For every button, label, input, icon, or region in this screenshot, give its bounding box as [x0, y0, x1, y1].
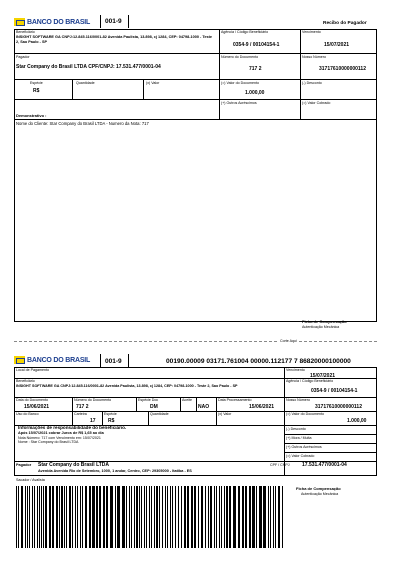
cut-here-label: Corte Aqui — [280, 339, 297, 343]
receipt-title: Recibo do Pagador — [323, 21, 367, 26]
bank-name: BANCO DO BRASIL — [27, 356, 91, 364]
data-proc-value: 15/06/2021 — [249, 404, 275, 410]
slip-valor-doc-value: 1.000,00 — [347, 418, 367, 424]
slip-nosso-numero-value: 31717610000000112 — [315, 404, 362, 410]
instrucoes-title: Informações de responsabilidade do beneficiário. — [18, 425, 127, 430]
receipt-box — [14, 29, 377, 322]
slip-vencimento-value: 15/07/2021 — [310, 373, 336, 379]
slip-agencia-value: 0354-9 / 00104154-1 — [311, 388, 358, 394]
slip-pagador-label: Pagador — [16, 463, 32, 467]
slip-pagador-address: Avenida Avenida Rio de Setembro, 1000, 1 andar, Centro, CEP: 29305000 - Itatiba - ES — [38, 469, 192, 473]
data-doc-label: Data do Documento — [16, 398, 48, 402]
slip-desconto-label: (-) Desconto — [286, 427, 306, 431]
bank-logo — [14, 356, 90, 364]
slip-valor-cobrado-label: (=) Valor Cobrado — [286, 454, 315, 458]
agencia-value: 0354-9 / 00104154-1 — [233, 42, 280, 48]
demonstrativo-text: Nome do Cliente: Star Company do Brasil LTDA - Numero da Nota: 717 — [16, 121, 149, 126]
numero-doc-label: Número do Documento — [221, 55, 259, 59]
instrucoes-line3: Nome : Star Company do Brasil LTDA — [18, 440, 79, 444]
uso-banco-label: Uso do Banco — [16, 412, 39, 416]
desconto-label: (-) Desconto — [302, 81, 322, 85]
slip-especie-label: Espécie — [104, 412, 117, 416]
vencimento-value: 15/07/2021 — [324, 42, 350, 48]
valor-doc-label: (=) Valor do Documento — [221, 81, 259, 85]
instrucoes-line1: Após 15/07/2021 cobrar Juros de R$ 1,65 ao dia — [18, 431, 104, 435]
valor-doc-value: 1.000,00 — [245, 90, 265, 96]
ficha-label: Ficha de Compensação — [302, 319, 347, 324]
slip-quantidade-label: Quantidade — [150, 412, 169, 416]
slip-numero-doc-label: Número do Documento — [74, 398, 112, 402]
beneficiario-value: INSIGHT SOFTWARE GA CNPJ:12.845.116/0001-82 Avenida Paulista, 13.898, cj 1284, CEP: 04798-1000 - Teste 2, Sao Paulo - SP — [16, 35, 212, 44]
slip-ficha-label: Ficha de Compensação — [296, 486, 341, 491]
data-proc-label: Data Processamento — [218, 398, 252, 402]
agencia-label: Agência / Código Beneficiário — [221, 30, 269, 34]
especie-value: R$ — [33, 88, 40, 94]
linha-digitavel: 00190.00009 03171.761004 00000.112177 7 86820000100000 — [166, 358, 351, 365]
carteira-value: 17 — [90, 418, 96, 424]
vencimento-label: Vencimento — [302, 30, 321, 34]
valor-cobrado-label: (=) Valor Cobrado — [302, 101, 331, 105]
bank-code: 001-9 — [105, 18, 122, 25]
x-valor-label: (x) Valor — [146, 81, 160, 85]
slip-autenticacao-label: Autenticação Mecânica — [301, 492, 339, 496]
barcode-gap — [283, 486, 285, 548]
bank-code: 001-9 — [105, 358, 122, 365]
slip-agencia-label: Agência / Código Beneficiário — [286, 379, 334, 383]
aceite-label: Aceite — [182, 398, 192, 402]
aceite-value: NAO — [198, 404, 210, 410]
mora-label: (+) Mora / Multa — [286, 436, 312, 440]
pagador-value: Star Company do Brasil LTDA CPF/CNPJ: 17.531.477/0001-04 — [16, 64, 161, 70]
slip-beneficiario-label: Beneficiário — [16, 379, 35, 383]
slip-valor-doc-label: (=) Valor do Documento — [286, 412, 324, 416]
outros-acrescimos-label: (+) Outros Acréscimos — [221, 101, 257, 105]
slip-x-valor-label: (x) Valor — [218, 412, 232, 416]
nosso-numero-value: 31717610000000112 — [319, 66, 366, 72]
slip-pagador-name: Star Company do Brasil LTDA — [38, 462, 110, 468]
bank-name: BANCO DO BRASIL — [27, 18, 91, 26]
beneficiario-label: Beneficiário — [16, 30, 35, 34]
nosso-numero-label: Nosso Número — [302, 55, 326, 59]
sacador-label: Sacador / Avalista — [16, 478, 45, 482]
cpf-value: 17.531.477/0001-04 — [302, 462, 347, 468]
bank-logo-icon — [14, 356, 25, 364]
bank-logo — [14, 18, 90, 26]
slip-nosso-numero-label: Nosso Número — [286, 398, 310, 402]
cpf-label: CPF / CNPJ — [270, 463, 290, 467]
local-pagamento-label: Local de Pagamento — [16, 368, 49, 372]
data-doc-value: 15/06/2021 — [24, 404, 50, 410]
slip-numero-doc-value: 717 2 — [76, 404, 89, 410]
especie-doc-label: Espécie Doc — [138, 398, 159, 402]
instrucoes-line2: Nota Número: 717 com Vencimento em: 15/07/2021 — [18, 436, 101, 440]
quantidade-label: Quantidade — [76, 81, 95, 85]
autenticacao-label: Autenticação Mecânica — [302, 325, 340, 329]
bank-logo-icon — [14, 18, 25, 26]
slip-beneficiario-value: INSIGHT SOFTWARE GA CNPJ:12.845.116/0001-82 Avenida Paulista, 13.898, cj 1284, CEP: 04798-1000 - Teste 2, Sao Paulo - SP — [16, 384, 238, 388]
slip-vencimento-label: Vencimento — [286, 368, 305, 372]
demonstrativo-label: Demonstrativo : — [16, 113, 47, 118]
barcode — [16, 486, 288, 548]
pagador-label: Pagador — [16, 55, 30, 59]
cut-line — [14, 341, 377, 342]
slip-especie-value: R$ — [108, 418, 115, 424]
especie-doc-value: DM — [150, 404, 158, 410]
numero-doc-value: 717 2 — [249, 66, 262, 72]
especie-label: Espécie — [30, 81, 43, 85]
carteira-label: Carteira — [74, 412, 87, 416]
slip-outros-acrescimos-label: (+) Outros Acréscimos — [286, 445, 322, 449]
